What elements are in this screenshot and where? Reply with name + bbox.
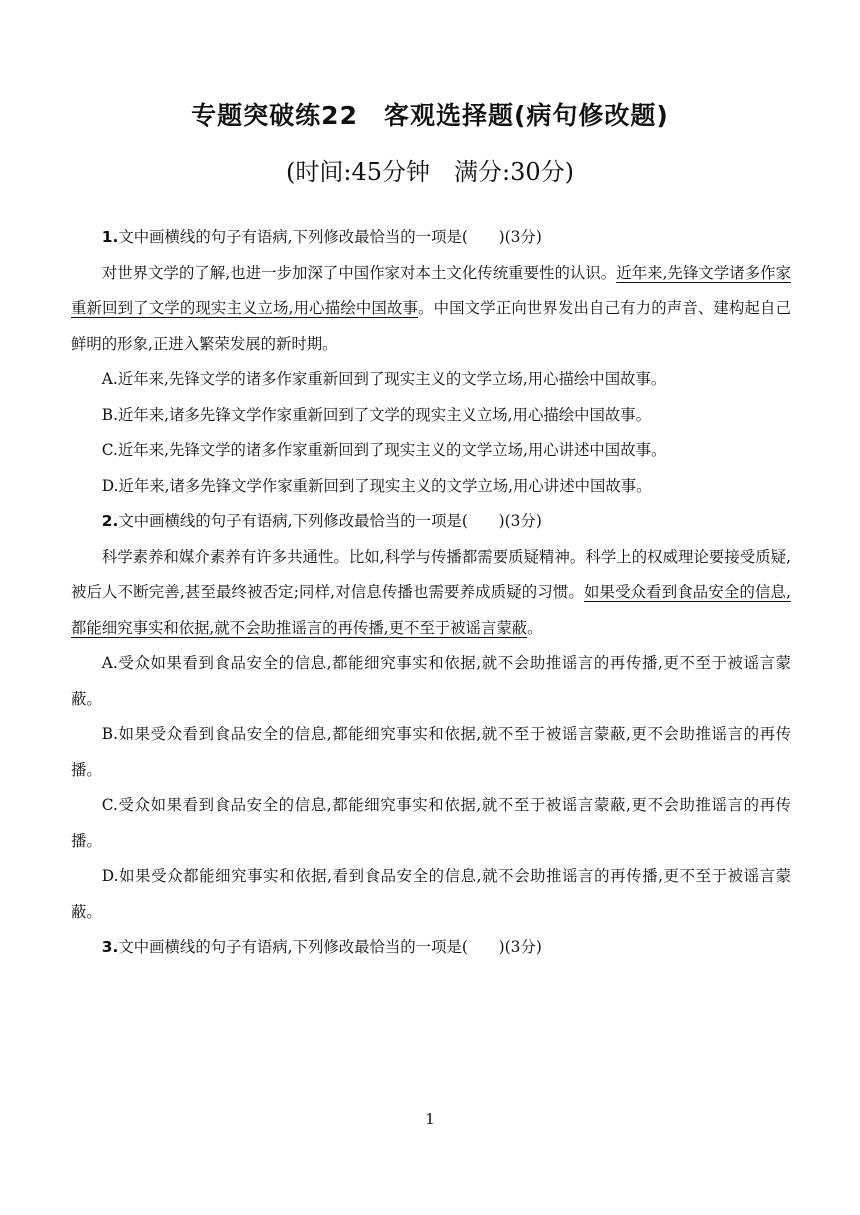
question-1-prompt [71, 220, 791, 256]
question-1-option-b: B.近年来,诸多先锋文学作家重新回到了文学的现实主义立场,用心描绘中国故事。 [101, 405, 652, 424]
page-number: 1 [425, 1110, 435, 1128]
question-2-option-b: B.如果受众看到食品安全的信息,都能细究事实和依据,就不至于被谣言蒙蔽,更不会助推谣言的再传播。 [71, 725, 791, 779]
page-subtitle: (时间:45分钟 满分:30分) [286, 158, 574, 186]
page-title: 专题突破练22 客观选择题(病句修改题) [191, 101, 669, 130]
question-2-passage [71, 540, 791, 647]
question-2-option-c: C.受众如果看到食品安全的信息,都能细究事实和依据,就不至于被谣言蒙蔽,更不会助推谣言的再传播。 [71, 796, 791, 850]
question-2-option-d: D.如果受众都能细究事实和依据,看到食品安全的信息,就不会助推谣言的再传播,更不至于被谣言蒙蔽。 [71, 867, 791, 921]
question-3-number: 3. [101, 938, 119, 956]
question-1-number: 1. [101, 228, 119, 246]
question-3-prompt [71, 930, 791, 966]
question-1-option-d: D.近年来,诸多先锋文学作家重新回到了现实主义的文学立场,用心讲述中国故事。 [101, 476, 652, 495]
question-1-option-c: C.近年来,先锋文学的诸多作家重新回到了现实主义的文学立场,用心讲述中国故事。 [101, 441, 667, 459]
question-1-passage [71, 256, 791, 363]
question-2-number: 2. [101, 512, 119, 530]
question-2-option-a: A.受众如果看到食品安全的信息,都能细究事实和依据,就不会助推谣言的再传播,更不至于被谣言蒙蔽。 [71, 654, 791, 708]
question-1-passage-before: 对世界文学的了解,也进一步加深了中国作家对本土文化传统重要性的认识。 [101, 263, 617, 282]
questions-body [71, 220, 791, 966]
question-1-prompt-text: 文中画横线的句子有语病,下列修改最恰当的一项是( )(3分) [118, 228, 542, 246]
question-1-underlined-sentence: 近年来,先锋文学诸多作家重新回到了文学的现实主义立场,用心描绘中国故事 [71, 263, 791, 317]
question-3-prompt-text: 文中画横线的句子有语病,下列修改最恰当的一项是( )(3分) [118, 938, 542, 956]
question-1-passage-after: 。中国文学正向世界发出自己有力的声音、建构起自己鲜明的形象,正进入繁荣发展的新时期。 [71, 299, 791, 353]
question-2-prompt [71, 504, 791, 540]
question-2-underlined-sentence: 如果受众看到食品安全的信息,都能细究事实和依据,就不会助推谣言的再传播,更不至于被谣言蒙蔽 [71, 583, 791, 637]
question-2-prompt-text: 文中画横线的句子有语病,下列修改最恰当的一项是( )(3分) [118, 512, 542, 530]
question-2-passage-before: 科学素养和媒介素养有许多共通性。比如,科学与传播都需要质疑精神。科学上的权威理论要接受质疑,被后人不断完善,甚至最终被否定;同样,对信息传播也需要养成质疑的习惯。 [71, 547, 791, 601]
question-1-option-a: A.近年来,先锋文学的诸多作家重新回到了现实主义的文学立场,用心描绘中国故事。 [101, 370, 667, 388]
question-2-passage-after: 。 [527, 618, 543, 637]
